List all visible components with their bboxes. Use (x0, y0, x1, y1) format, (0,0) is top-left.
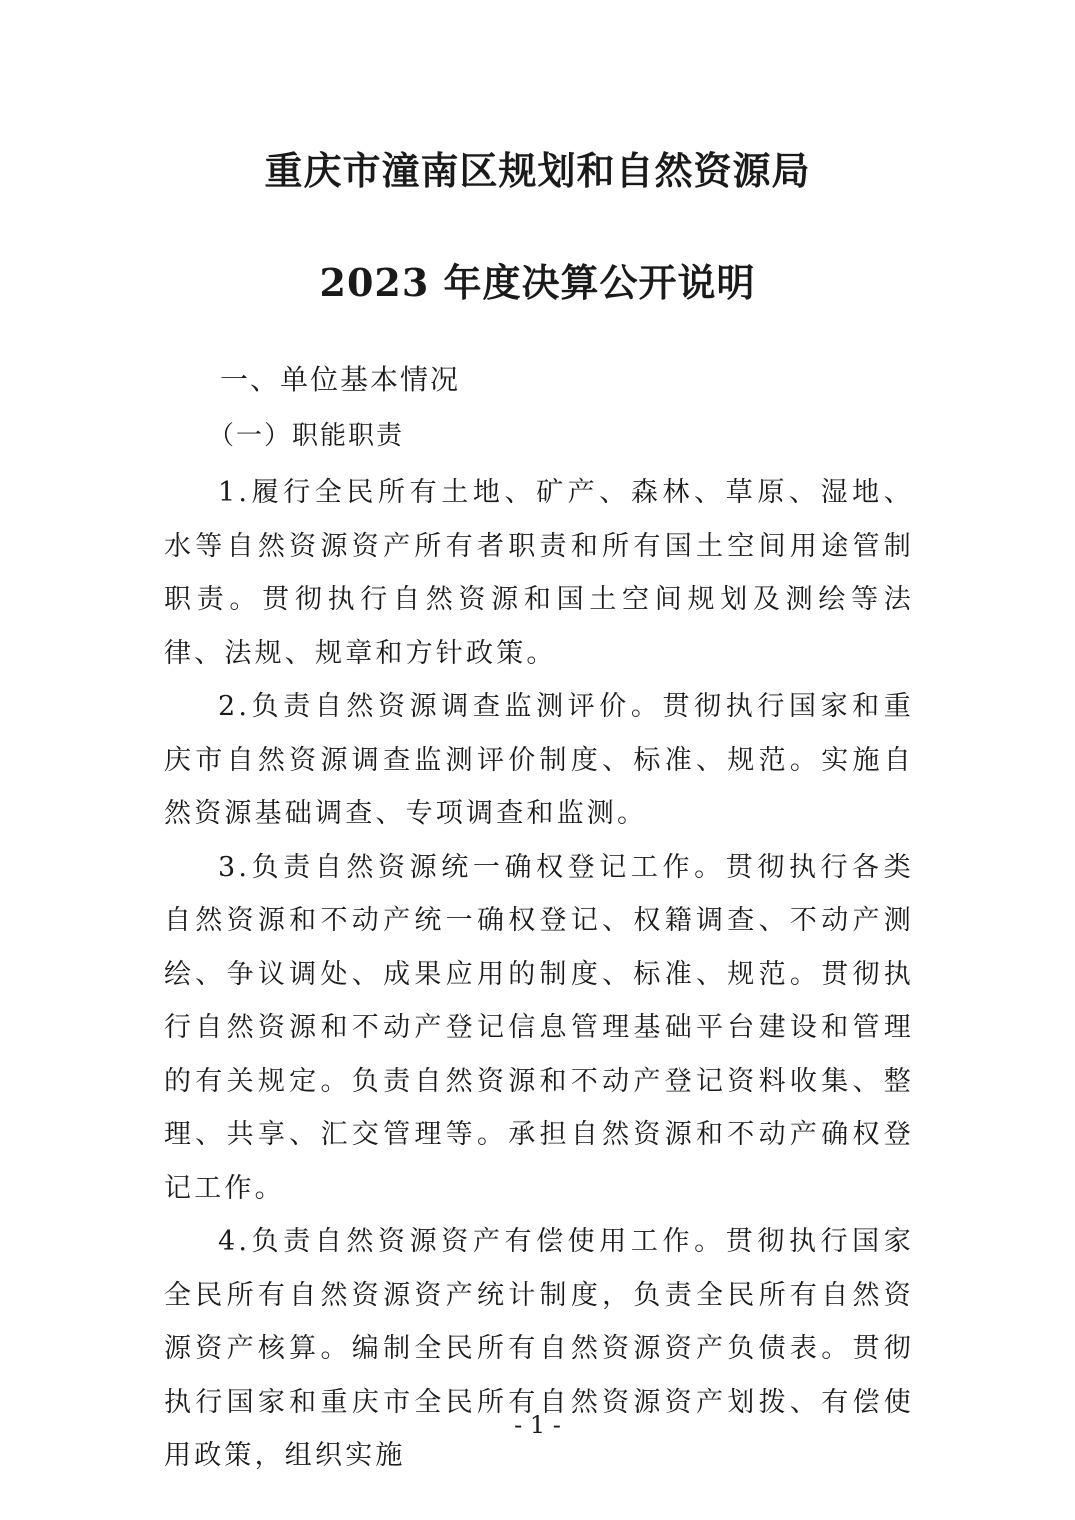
page-number: - 1 - (514, 1411, 561, 1439)
section-heading: 一、单位基本情况 (220, 363, 461, 396)
sub-heading: （一）职能职责 (208, 421, 405, 451)
body-text (164, 466, 914, 1483)
document-title-line-2: 2023 年度决算公开说明 (319, 260, 756, 305)
paragraph-3: 3.负责自然资源统一确权登记工作。贯彻执行各类自然资源和不动产统一确权登记、权籍调查、不动产测绘、争议调处、成果应用的制度、标准、规范。贯彻执行自然资源和不动产登记信息管理基础平台建设和管理的有关规定。负责自然资源和不动产登记资料收集、整理、共享、汇交管理等。承担自然资源和不动产确权登记工作。 (164, 851, 914, 1204)
paragraph-4: 4.负责自然资源资产有偿使用工作。贯彻执行国家全民所有自然资源资产统计制度，负责全民所有自然资源资产核算。编制全民所有自然资源资产负债表。贯彻执行国家和重庆市全民所有自然资源资产划拨、有偿使用政策，组织实施 (164, 1226, 914, 1471)
paragraph-2: 2.负责自然资源调查监测评价。贯彻执行国家和重庆市自然资源调查监测评价制度、标准、规范。实施自然资源基础调查、专项调查和监测。 (164, 691, 914, 829)
document-title-line-1: 重庆市潼南区规划和自然资源局 (264, 148, 811, 193)
paragraph-1: 1.履行全民所有土地、矿产、森林、草原、湿地、水等自然资源资产所有者职责和所有国土空间用途管制职责。贯彻执行自然资源和国土空间规划及测绘等法律、法规、规章和方针政策。 (164, 477, 914, 669)
